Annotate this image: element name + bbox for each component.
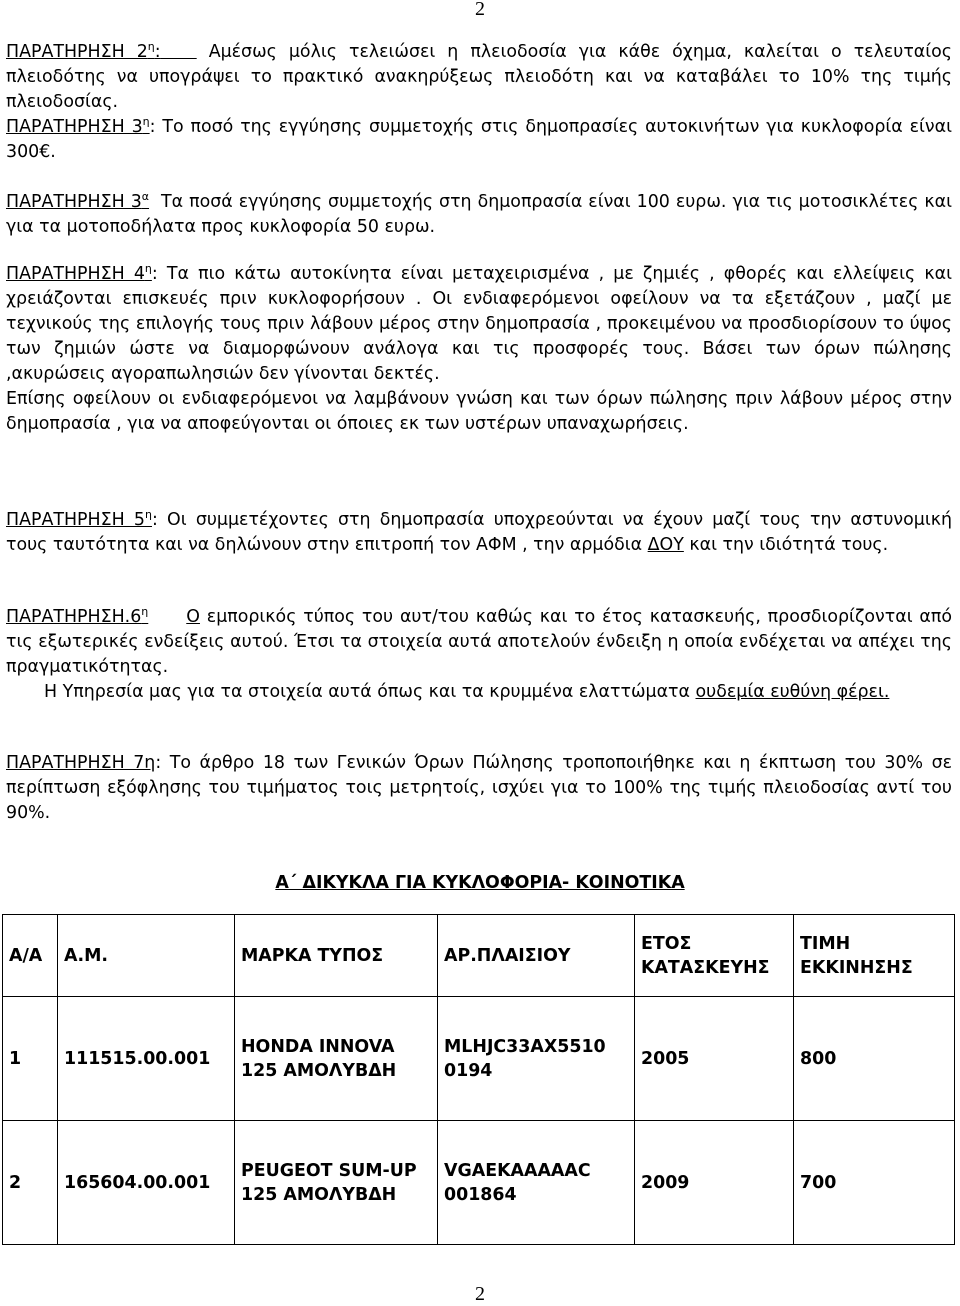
note-4-label: ΠΑΡΑΤΗΡΗΣΗ $4^\eta$ — [6, 262, 152, 284]
row-1-brand-type: HONDA INNOVA 125 ΑΜΟΛΥΒΔΗ — [235, 997, 438, 1121]
table-header-row — [3, 915, 955, 997]
note-5-doy: ΔΟΥ — [647, 535, 684, 555]
row-1-aa: 1 — [3, 997, 58, 1121]
note-4-text-2: Επίσης οφείλουν οι ενδιαφερόμενοι να λαμβάνουν γνώση και των όρων πώλησης πριν λάβουν μέρος στην δημοπρασία , για να αποφεύγονται οι όποιες εκ των υστέρων υπαναχωρήσεις. — [6, 389, 952, 434]
note-2-label: ΠΑΡΑΤΗΡΗΣΗ $2^\eta$: — [6, 40, 161, 62]
row-2-brand-type: PEUGEOT SUM-UP 125 ΑΜΟΛΥΒΔΗ — [235, 1121, 438, 1245]
note-7 — [6, 751, 952, 826]
note-6-no-liability: ουδεμία ευθύνη φέρει. — [695, 682, 890, 702]
note-2-text: Αμέσως μόλις τελειώσει η πλειοδοσία για κάθε όχημα, καλείται ο τελευταίος πλειοδότης να υπογράψει το πρακτικό ανακηρύξεως πλειοδότη και να καταβάλει το 10% της τιμής πλειοδοσίας. — [6, 42, 952, 112]
row-1-starting-price: 800 — [794, 997, 955, 1121]
note-4-text: : Τα πιο κάτω αυτοκίνητα είναι μεταχειρισμένα , με ζημιές , φθορές και ελλείψεις και χρειάζονται επισκευές πριν κυκλοφορήσουν . Οι ενδιαφερόμενοι οφείλουν να τα εξετάζουν , μαζί με τεχνικούς της επιλογής τους πριν λάβουν μέρος στην δημοπρασία , προκειμένου να προσδιορίσουν το ύψος των ζημιών ώστε να διαμορφώνουν ανάλογα και τις προσφορές τους. Βάσει των όρων πώλησης ,ακυρώσεις αγοραπωλησιών δεν γίνονται δεκτές. — [6, 264, 952, 384]
header-starting-price: ΤΙΜΗ ΕΚΚΙΝΗΣΗΣ — [794, 915, 955, 997]
row-1-am: 111515.00.001 — [58, 997, 235, 1121]
note-5-label: ΠΑΡΑΤΗΡΗΣΗ $5^\eta$ — [6, 508, 152, 530]
note-6 — [6, 605, 952, 680]
header-aa: Α/Α — [3, 915, 58, 997]
note-3b-label: ΠΑΡΑΤΗΡΗΣΗ $3^\alpha$ — [6, 190, 150, 212]
row-2-year: 2009 — [635, 1121, 794, 1245]
note-6-text: εμπορικός τύπος του αυτ/του καθώς και το έτος κατασκευής, προσδιορίζονται από τις εξωτερικές ενδείξεις αυτού. Έτσι τα στοιχεία αυτά αποτελούν ένδειξη η οποία ενδέχεται να απέχει της πραγματικότητας. — [6, 607, 952, 677]
table-row — [3, 1121, 955, 1245]
note-5-block — [6, 508, 952, 558]
note-7-label: ΠΑΡΑΤΗΡΗΣΗ 7η — [6, 753, 156, 773]
note-4-block — [6, 262, 952, 437]
note-3a — [6, 115, 952, 165]
note-6-block — [6, 605, 952, 705]
table-title: Α΄ ΔΙΚΥΚΛΑ ΓΙΑ ΚΥΚΛΟΦΟΡΙΑ- ΚΟΙΝΟΤΙΚΑ — [275, 873, 685, 893]
note-3b-text: Τα ποσά εγγύησης συμμετοχής στη δημοπρασία είναι 100 ευρω. για τις μοτοσικλέτες και για τα μοτοποδήλατα προς κυκλοφορία 50 ευρω. — [6, 192, 952, 237]
note-2 — [6, 40, 952, 115]
header-am: Α.Μ. — [58, 915, 235, 997]
row-2-aa: 2 — [3, 1121, 58, 1245]
note-2-block — [6, 40, 952, 165]
page-number-top: 2 — [475, 0, 485, 20]
page-number-bottom: 2 — [475, 1283, 485, 1305]
note-7-block — [6, 751, 952, 826]
header-year: ΕΤΟΣ ΚΑΤΑΣΚΕΥΗΣ — [635, 915, 794, 997]
note-3b-block — [6, 190, 952, 240]
row-1-year: 2005 — [635, 997, 794, 1121]
note-3b — [6, 190, 952, 240]
row-1-chassis-number: MLHJC33AX5510 0194 — [438, 997, 635, 1121]
header-brand-type: ΜΑΡΚΑ ΤΥΠΟΣ — [235, 915, 438, 997]
table-row — [3, 997, 955, 1121]
row-2-am: 165604.00.001 — [58, 1121, 235, 1245]
note-3a-label: ΠΑΡΑΤΗΡΗΣΗ $3^\eta$ — [6, 115, 150, 137]
vehicle-table — [2, 914, 955, 1245]
row-2-starting-price: 700 — [794, 1121, 955, 1245]
note-4 — [6, 262, 952, 387]
note-6-liability: Η Υπηρεσία μας για τα στοιχεία αυτά όπως και τα κρυμμένα ελαττώματα ουδεμία ευθύνη φέρει. — [44, 682, 890, 702]
note-5: ΠΑΡΑΤΗΡΗΣΗ $5^\eta$: Οι συμμετέχοντες στη δημοπρασία υποχρεούνται να έχουν μαζί τους την αστυνομική τους ταυτότητα και να δηλώνουν στην επιτροπή τον ΑΦΜ , την αρμόδια ΔΟΥ και την ιδιότητά τους. — [6, 508, 953, 555]
header-chassis-number: ΑΡ.ΠΛΑΙΣΙΟΥ — [438, 915, 635, 997]
note-7-text: : Το άρθρο 18 των Γενικών Όρων Πώλησης τροποποιήθηκε και η έκπτωση του 30% σε περίπτωση εξόφλησης του τιμήματος τοις μετρητοίς, ισχύει για το 100% της τιμής πλειοδοσίας αντί του 90%. — [6, 753, 952, 823]
row-2-chassis-number: VGAEKAAAAAC 001864 — [438, 1121, 635, 1245]
note-3a-text: : Το ποσό της εγγύησης συμμετοχής στις δημοπρασίες αυτοκινήτων για κυκλοφορία είναι 300€. — [6, 117, 952, 162]
note-6-label: $\Pi APATHPH\Sigma H.6^\eta$ Ο — [6, 605, 200, 627]
